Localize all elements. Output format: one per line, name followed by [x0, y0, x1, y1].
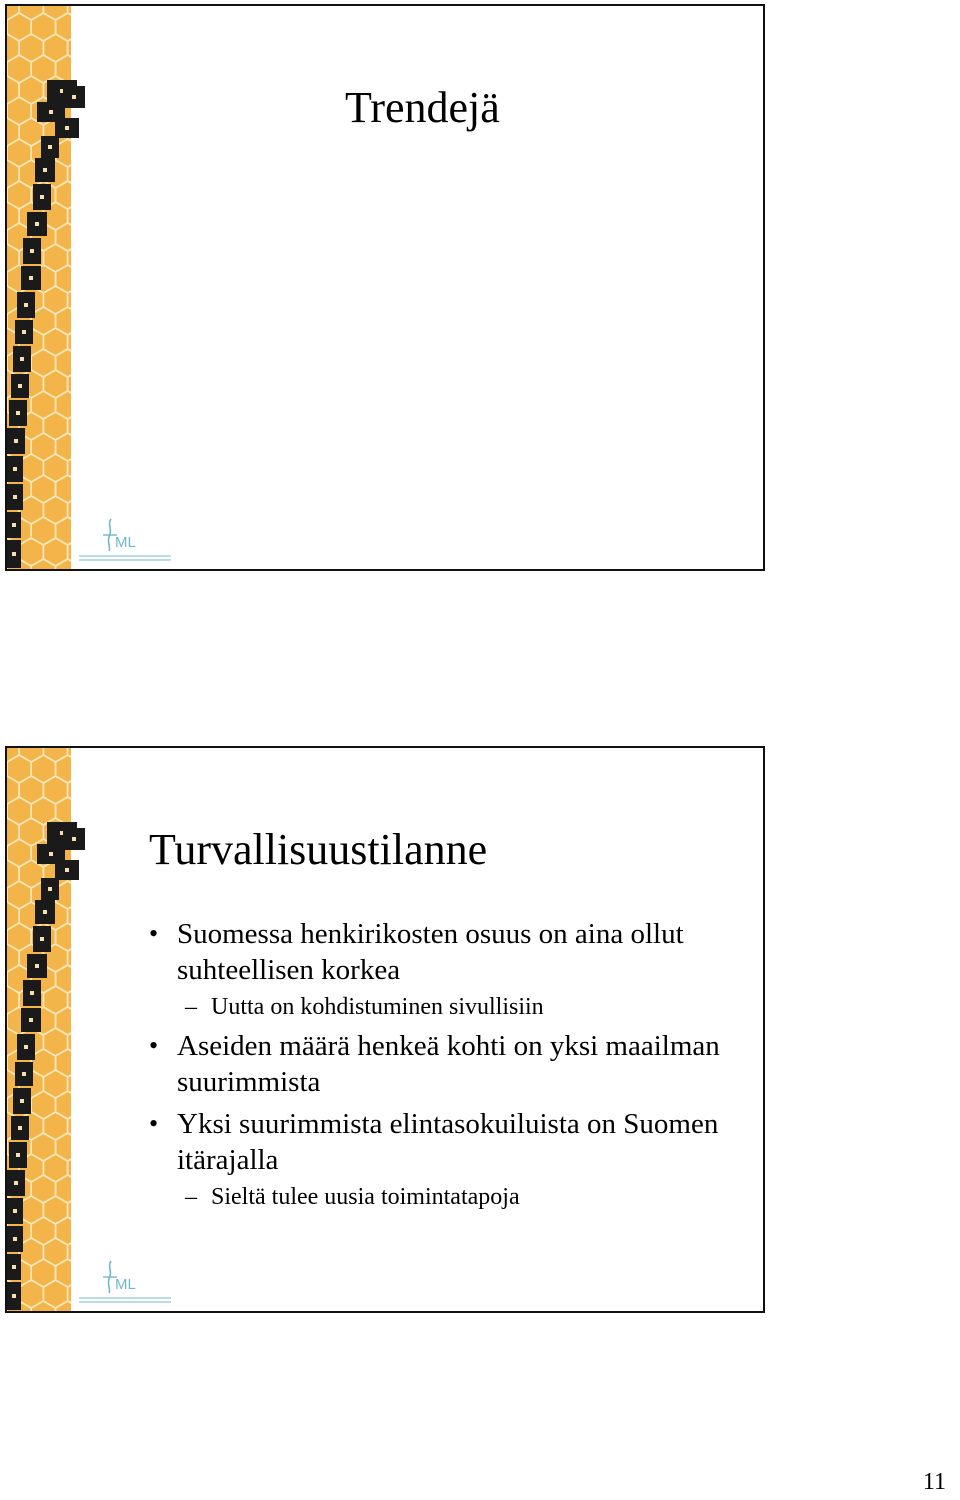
bullet-icon: •: [149, 1031, 159, 1060]
bullet-item: [149, 1028, 749, 1100]
sub-bullet-item: [177, 992, 749, 1022]
page-number: 11: [922, 1469, 946, 1495]
organization-logo: [77, 1259, 175, 1305]
dice-tower-decoration: [7, 6, 97, 569]
dash-icon: –: [185, 994, 197, 1020]
bullet-item: [149, 916, 749, 1022]
dash-icon: –: [185, 1184, 197, 1210]
bullet-text: Suomessa henkirikosten osuus on aina ollut suhteellisen korkea: [177, 918, 684, 986]
bullet-list: [149, 916, 749, 1218]
slide-1: [5, 4, 765, 571]
organization-logo: [77, 517, 175, 563]
sub-bullet-text: Uutta on kohdistuminen sivullisiin: [211, 994, 544, 1020]
sub-bullet-item: [177, 1182, 749, 1212]
bullet-icon: •: [149, 1109, 159, 1138]
dice-tower-decoration: [7, 748, 97, 1311]
bullet-icon: •: [149, 919, 159, 948]
logo-mark: ML: [115, 1276, 136, 1293]
bullet-item: [149, 1106, 749, 1212]
sub-bullet-list: [177, 992, 749, 1022]
logo-mark: ML: [115, 534, 136, 551]
bullet-text: Aseiden määrä henkeä kohti on yksi maailman suurimmista: [177, 1030, 720, 1098]
sub-bullet-text: Sieltä tulee uusia toimintatapoja: [211, 1184, 520, 1210]
sub-bullet-list: [177, 1182, 749, 1212]
slide-title: Turvallisuustilanne: [149, 825, 488, 874]
bullet-text: Yksi suurimmista elintasokuiluista on Suomen itärajalla: [177, 1108, 719, 1176]
slide-2: [5, 746, 765, 1313]
slide-title: Trendejä: [345, 83, 500, 132]
